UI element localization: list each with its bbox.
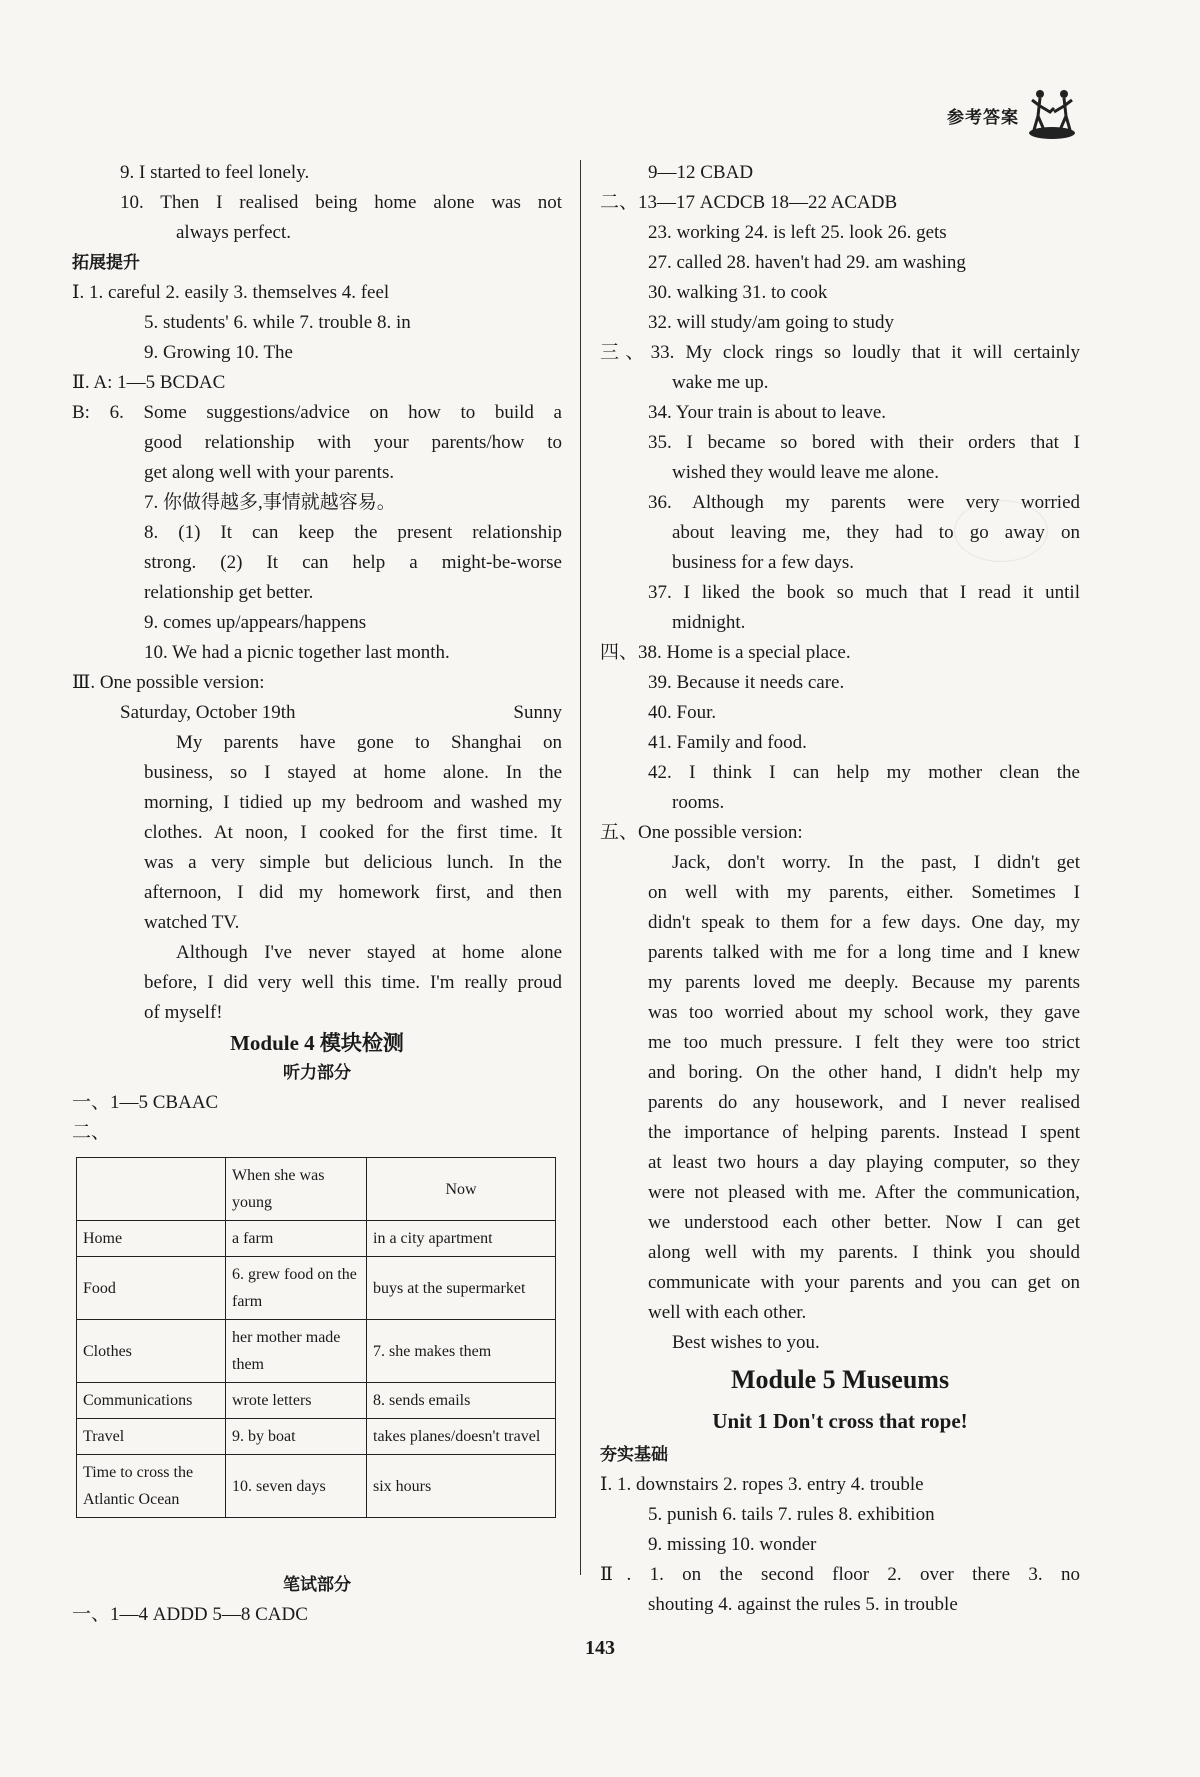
answer-line: were not pleased with me. After the communication, — [648, 1182, 1080, 1203]
table-cell: Travel — [77, 1419, 226, 1455]
table-cell: 6. grew food on the farm — [226, 1257, 367, 1320]
diary-line: afternoon, I did my homework first, and then — [144, 882, 562, 903]
table-cell: six hours — [367, 1455, 556, 1518]
answer-line: get along well with your parents. — [144, 462, 395, 483]
answer-line: didn't speak to them for a few days. One day, my — [648, 912, 1080, 933]
table-row — [77, 1383, 556, 1419]
listening-answers-1: 一、1—5 CBAAC — [72, 1092, 219, 1113]
module5-title: Module 5 Museums — [730, 1365, 950, 1394]
written-answers-1: 一、1—4 ADDD 5—8 CADC — [72, 1604, 308, 1625]
unit1-title: Unit 1 Don't cross that rope! — [712, 1409, 968, 1433]
table-cell — [77, 1158, 226, 1221]
table-cell: 8. sends emails — [367, 1383, 556, 1419]
answer-line: B: 6. Some suggestions/advice on how to build a — [72, 402, 562, 423]
table-cell: her mother made them — [226, 1320, 367, 1383]
diary-line: of myself! — [144, 1002, 223, 1023]
written-part — [72, 1570, 562, 1630]
answer-line: 36. Although my parents were very worried — [648, 492, 1080, 513]
answer-line: Ⅱ. 1. on the second floor 2. over there 3. no — [600, 1564, 1080, 1585]
answer-line: parents do any housework, and I never realised — [648, 1092, 1080, 1113]
answer-line: 41. Family and food. — [648, 732, 807, 753]
diary-header — [72, 698, 562, 728]
stamp-watermark — [954, 500, 1048, 562]
module4-title: Module 4 模块检测 — [230, 1031, 404, 1055]
answer-line: Ⅰ. 1. downstairs 2. ropes 3. entry 4. trouble — [600, 1474, 924, 1495]
diary-line: clothes. At noon, I cooked for the first time. It — [144, 822, 562, 843]
answer-line: my parents loved me deeply. Because my parents — [648, 972, 1080, 993]
table-cell: Clothes — [77, 1320, 226, 1383]
answer-line: was too worried about my school work, they gave — [648, 1002, 1080, 1023]
table-cell: a farm — [226, 1221, 367, 1257]
answer-line: 30. walking 31. to cook — [648, 282, 828, 303]
answer-line: relationship get better. — [144, 582, 314, 603]
answer-line: 7. 你做得越多,事情就越容易。 — [144, 492, 396, 513]
diary-line: business, so I stayed at home alone. In the — [144, 762, 562, 783]
table-header-row — [77, 1158, 556, 1221]
answer-line: about leaving me, they had to go away on — [672, 522, 1080, 543]
column-divider — [580, 160, 581, 1575]
part3-heading: Ⅲ. One possible version: — [72, 672, 265, 693]
answer-line: wake me up. — [672, 372, 769, 393]
answer-line: Ⅰ. 1. careful 2. easily 3. themselves 4. feel — [72, 282, 390, 303]
answer-line: business for a few days. — [672, 552, 855, 573]
answer-line: 37. I liked the book so much that I read it until — [648, 582, 1080, 603]
answer-line: 39. Because it needs care. — [648, 672, 845, 693]
table-cell: Communications — [77, 1383, 226, 1419]
answer-line: 10. We had a picnic together last month. — [144, 642, 450, 663]
answer-line: good relationship with your parents/how to — [144, 432, 562, 453]
answer-line: 9—12 CBAD — [648, 162, 754, 183]
table-cell: Now — [367, 1158, 556, 1221]
answer-line: 五、One possible version: — [600, 822, 803, 843]
table-cell: buys at the supermarket — [367, 1257, 556, 1320]
answer-line: 9. Growing 10. The — [144, 342, 293, 363]
table-cell: When she was young — [226, 1158, 367, 1221]
diary-date: Saturday, October 19th — [120, 702, 296, 723]
answer-line: wished they would leave me alone. — [672, 462, 939, 483]
right-column — [600, 158, 1080, 1620]
table-cell: in a city apartment — [367, 1221, 556, 1257]
answer-line: Best wishes to you. — [672, 1332, 820, 1353]
table-row — [77, 1455, 556, 1518]
answer-line: 三、33. My clock rings so loudly that it will certainly — [600, 342, 1080, 363]
answer-line: on well with my parents, either. Sometimes I — [648, 882, 1080, 903]
answer-line: 27. called 28. haven't had 29. am washing — [648, 252, 966, 273]
answer-line: 32. will study/am going to study — [648, 312, 894, 333]
answer-line: 34. Your train is about to leave. — [648, 402, 887, 423]
table-cell: 7. she makes them — [367, 1320, 556, 1383]
diary-line: My parents have gone to Shanghai on — [176, 732, 562, 753]
answer-line: rooms. — [672, 792, 725, 813]
diary-line: before, I did very well this time. I'm really proud — [144, 972, 562, 993]
answer-line: 10. Then I realised being home alone was not — [120, 192, 562, 213]
table-row — [77, 1221, 556, 1257]
answer-line: 9. missing 10. wonder — [648, 1534, 817, 1555]
diary-line: was a very simple but delicious lunch. In the — [144, 852, 562, 873]
answer-line: along well with my parents. I think you should — [648, 1242, 1080, 1263]
answer-line: 5. punish 6. tails 7. rules 8. exhibition — [648, 1504, 935, 1525]
answer-line: parents talked with me for a long time and I knew — [648, 942, 1080, 963]
reading-figures-icon — [1028, 86, 1076, 140]
answer-line: 二、13—17 ACDCB 18—22 ACADB — [600, 192, 898, 213]
listening-answers-2: 二、 — [72, 1122, 111, 1143]
answer-line: 23. working 24. is left 25. look 26. gets — [648, 222, 947, 243]
table-cell: wrote letters — [226, 1383, 367, 1419]
left-column — [72, 158, 562, 1148]
table-row — [77, 1320, 556, 1383]
answer-line: 5. students' 6. while 7. trouble 8. in — [144, 312, 411, 333]
table-cell: Food — [77, 1257, 226, 1320]
answer-line: the importance of helping parents. Instead I spent — [648, 1122, 1080, 1143]
listening-title: 听力部分 — [283, 1063, 351, 1083]
answer-line: 9. comes up/appears/happens — [144, 612, 367, 633]
answer-line: and boring. On the other hand, I didn't help my — [648, 1062, 1080, 1083]
table-row — [77, 1257, 556, 1320]
answer-line: 四、38. Home is a special place. — [600, 642, 851, 663]
answer-line: strong. (2) It can help a might-be-worse — [144, 552, 562, 573]
answer-line: me too much pressure. I felt they were too strict — [648, 1032, 1080, 1053]
section-heading-hangshi: 夯实基础 — [600, 1445, 668, 1465]
answer-line: 9. I started to feel lonely. — [120, 162, 310, 183]
answer-line: always perfect. — [176, 222, 291, 243]
answer-line: 35. I became so bored with their orders that I — [648, 432, 1080, 453]
table-cell: 10. seven days — [226, 1455, 367, 1518]
answer-line: well with each other. — [648, 1302, 807, 1323]
answer-line: communicate with your parents and you can get on — [648, 1272, 1080, 1293]
diary-line: Although I've never stayed at home alone — [176, 942, 562, 963]
page-number: 143 — [585, 1637, 615, 1659]
answer-line: shouting 4. against the rules 5. in trouble — [648, 1594, 958, 1615]
section-heading-tuozhan: 拓展提升 — [72, 253, 140, 273]
diary-weather: Sunny — [513, 702, 562, 723]
answer-line: 8. (1) It can keep the present relationship — [144, 522, 562, 543]
answer-line: midnight. — [672, 612, 746, 633]
answer-line: Ⅱ. A: 1—5 BCDAC — [72, 372, 226, 393]
diary-line: watched TV. — [144, 912, 240, 933]
answer-line: 40. Four. — [648, 702, 717, 723]
diary-line: morning, I tidied up my bedroom and washed my — [144, 792, 562, 813]
listening-table — [76, 1157, 556, 1518]
table-cell: 9. by boat — [226, 1419, 367, 1455]
header-label: 参考答案 — [947, 108, 1019, 128]
table-cell: Home — [77, 1221, 226, 1257]
table-cell: Time to cross the Atlantic Ocean — [77, 1455, 226, 1518]
table-cell: takes planes/doesn't travel — [367, 1419, 556, 1455]
answer-line: Jack, don't worry. In the past, I didn't get — [672, 852, 1080, 873]
answer-line: 42. I think I can help my mother clean the — [648, 762, 1080, 783]
answer-line: we understood each other better. Now I can get — [648, 1212, 1080, 1233]
table-row — [77, 1419, 556, 1455]
answer-line: at least two hours a day playing computer, so they — [648, 1152, 1080, 1173]
written-title: 笔试部分 — [283, 1575, 351, 1595]
